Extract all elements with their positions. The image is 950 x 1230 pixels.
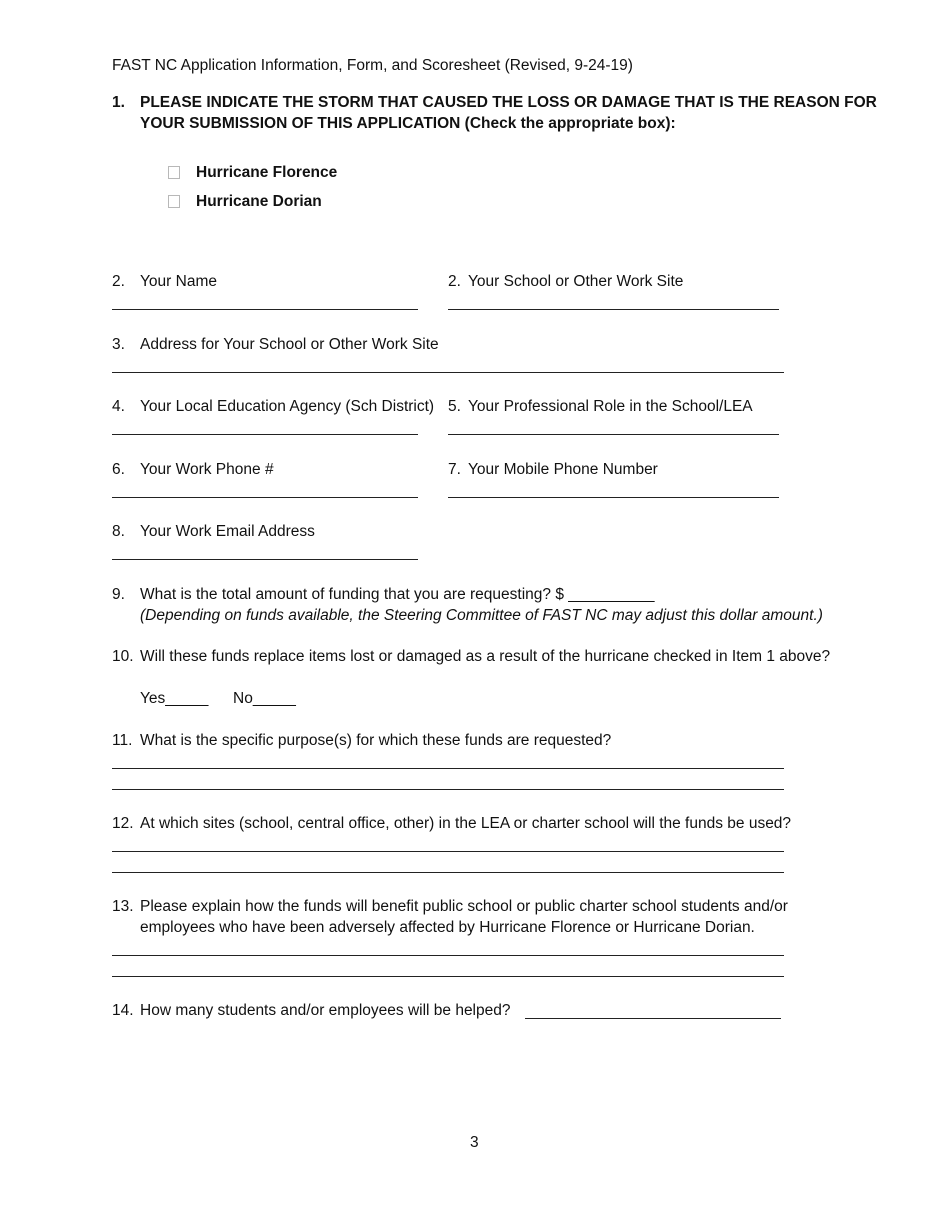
mobile-label: Your Mobile Phone Number xyxy=(468,461,658,478)
page-number: 3 xyxy=(470,1134,479,1151)
lea-label: Your Local Education Agency (Sch District) xyxy=(140,398,435,415)
work-phone-label: Your Work Phone # xyxy=(140,461,274,478)
school-number: 2. xyxy=(448,273,461,290)
work-phone-number: 6. xyxy=(112,461,125,478)
q14-answer-field[interactable] xyxy=(525,1018,781,1019)
q13-answer-line-2[interactable] xyxy=(112,976,784,977)
hurricane-dorian-label: Hurricane Dorian xyxy=(196,193,322,210)
q9-number: 9. xyxy=(112,586,125,603)
school-field[interactable] xyxy=(448,309,779,310)
lea-field[interactable] xyxy=(112,434,418,435)
q12-answer-line-1[interactable] xyxy=(112,851,784,852)
q11-answer-line-1[interactable] xyxy=(112,768,784,769)
hurricane-florence-checkbox[interactable] xyxy=(168,166,180,179)
page-header: FAST NC Application Information, Form, and Scoresheet (Revised, 9-24-19) xyxy=(112,57,633,74)
address-field[interactable] xyxy=(112,372,784,373)
hurricane-dorian-checkbox[interactable] xyxy=(168,195,180,208)
q1-text-line2: YOUR SUBMISSION OF THIS APPLICATION (Check the appropriate box): xyxy=(140,115,676,132)
email-field[interactable] xyxy=(112,559,418,560)
hurricane-florence-label: Hurricane Florence xyxy=(196,164,338,181)
email-label: Your Work Email Address xyxy=(140,523,315,540)
q13-text-line2: employees who have been adversely affected by Hurricane Florence or Hurricane Dorian. xyxy=(140,919,755,936)
q10-yes-field[interactable]: Yes_____ xyxy=(140,690,209,707)
q13-number: 13. xyxy=(112,898,134,915)
email-number: 8. xyxy=(112,523,125,540)
lea-number: 4. xyxy=(112,398,125,415)
q12-text: At which sites (school, central office, other) in the LEA or charter school will the funds be used? xyxy=(140,815,792,832)
mobile-field[interactable] xyxy=(448,497,779,498)
address-label: Address for Your School or Other Work Site xyxy=(140,336,439,353)
name-field[interactable] xyxy=(112,309,418,310)
q14-number: 14. xyxy=(112,1002,134,1019)
mobile-number: 7. xyxy=(448,461,461,478)
q12-number: 12. xyxy=(112,815,134,832)
q10-no-field[interactable]: No_____ xyxy=(233,690,296,707)
q12-answer-line-2[interactable] xyxy=(112,872,784,873)
role-label: Your Professional Role in the School/LEA xyxy=(468,398,753,415)
q11-number: 11. xyxy=(112,732,133,749)
role-number: 5. xyxy=(448,398,461,415)
q10-text: Will these funds replace items lost or damaged as a result of the hurricane checked in Item 1 above? xyxy=(140,648,831,665)
name-label: Your Name xyxy=(140,273,217,290)
q1-number: 1. xyxy=(112,94,125,111)
q13-answer-line-1[interactable] xyxy=(112,955,784,956)
q11-text: What is the specific purpose(s) for which these funds are requested? xyxy=(140,732,612,749)
q9-text: What is the total amount of funding that you are requesting? $ __________ xyxy=(140,586,655,603)
q13-text-line1: Please explain how the funds will benefit public school or public charter school students and/or xyxy=(140,898,788,915)
address-number: 3. xyxy=(112,336,125,353)
q11-answer-line-2[interactable] xyxy=(112,789,784,790)
name-number: 2. xyxy=(112,273,125,290)
role-field[interactable] xyxy=(448,434,779,435)
q1-text-line1: PLEASE INDICATE THE STORM THAT CAUSED THE LOSS OR DAMAGE THAT IS THE REASON FOR xyxy=(140,94,877,111)
q10-number: 10. xyxy=(112,648,134,665)
school-label: Your School or Other Work Site xyxy=(468,273,684,290)
q14-text: How many students and/or employees will be helped? xyxy=(140,1002,511,1019)
work-phone-field[interactable] xyxy=(112,497,418,498)
q9-note: (Depending on funds available, the Steering Committee of FAST NC may adjust this dollar amount.) xyxy=(140,607,823,624)
